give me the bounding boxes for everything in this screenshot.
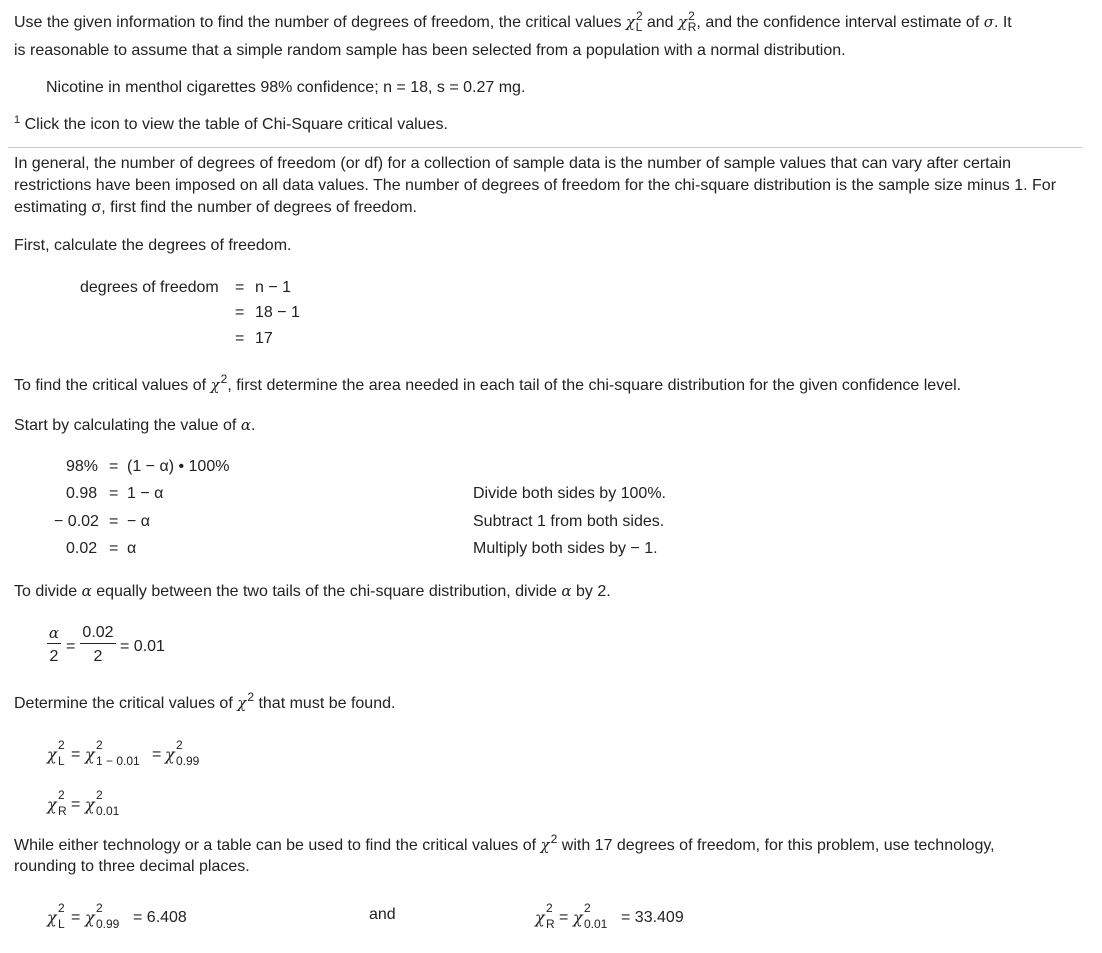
df-step-1: n − 1	[255, 279, 292, 296]
math-glyph	[85, 785, 120, 821]
math-glyph: R	[546, 917, 555, 931]
footnote-link[interactable]: Click the icon to view the table of Chi-Square critical values.	[24, 116, 448, 133]
frac-num-alpha: α	[48, 624, 60, 642]
math-glyph: 2	[96, 788, 103, 802]
df-step-2: 18 − 1	[255, 304, 300, 321]
alpha-row-lhs: 0.98	[66, 485, 98, 502]
df-step-3: 17	[255, 330, 273, 347]
math-glyph	[85, 735, 140, 771]
footnote-mark: 1	[14, 114, 21, 126]
math-glyph	[47, 785, 67, 821]
alpha-row-note: Divide both sides by 100%.	[473, 485, 666, 502]
math-glyph: χ	[85, 795, 95, 814]
alpha-row-rhs: − α	[127, 513, 151, 530]
technology-text-line-1: While either technology or a table can be used to find the critical values of $\chi^2$ with 17 degrees of freedom, for this problem, use technology,	[14, 832, 995, 854]
frac-den: 2	[93, 648, 103, 665]
math-glyph	[47, 898, 63, 934]
math-glyph: χ	[85, 908, 95, 927]
fraction-line	[47, 643, 61, 644]
math-glyph: χ	[535, 908, 545, 927]
alpha-row-lhs: − 0.02	[54, 513, 99, 530]
alpha-row-lhs: 98%	[66, 458, 99, 475]
math-glyph: χ	[165, 745, 175, 764]
alpha-row-lhs: 0.02	[66, 540, 98, 557]
math-glyph: 1 − 0.01	[96, 754, 140, 768]
math-glyph: L	[58, 754, 65, 768]
math-glyph: L	[58, 917, 65, 931]
math-glyph: 2	[176, 738, 183, 752]
math-glyph: 2	[58, 788, 65, 802]
math-glyph: 2	[58, 738, 65, 752]
math-glyph: χ	[85, 745, 95, 764]
technology-text-line-2: rounding to three decimal places.	[14, 858, 250, 875]
alpha-heading: Start by calculating the value of α.	[14, 416, 256, 434]
math-glyph: R	[58, 804, 67, 818]
math-glyph: 2	[546, 901, 553, 915]
math-glyph	[85, 898, 120, 934]
critical-values-intro: To find the critical values of $\chi^2$, first determine the area needed in each tail of the chi-square distribution for the given confidence level.	[14, 372, 962, 394]
math-glyph: 0.99	[96, 917, 120, 931]
given-info: Nicotine in menthol cigarettes 98% confidence; n = 18, s = 0.27 mg.	[46, 79, 526, 96]
math-glyph: χ	[573, 908, 583, 927]
chi-symbol: χ	[625, 13, 635, 31]
determine-text: Determine the critical values of $\chi^2$ that must be found.	[14, 690, 396, 712]
frac-num-value: 0.02	[82, 624, 114, 641]
alpha-row-rhs: (1 − α) • 100%	[127, 458, 230, 475]
df-label: degrees of freedom	[80, 279, 219, 296]
math-glyph: 2	[584, 901, 591, 915]
math-glyph	[47, 735, 63, 771]
math-glyph: 0.01	[96, 804, 120, 818]
math-glyph	[535, 898, 555, 934]
math-glyph: χ	[47, 908, 57, 927]
calc-df-heading: First, calculate the degrees of freedom.	[14, 237, 292, 254]
divide-alpha-text: To divide α equally between the two tails of the chi-square distribution, divide α by 2.	[14, 582, 611, 600]
math-glyph: 2	[58, 901, 65, 915]
alpha-row-rhs: α	[127, 540, 137, 557]
math-glyph: 0.01	[584, 917, 608, 931]
question-line-1: Use the given information to find the number of degrees of freedom, the critical values $\chi^2_L$ and $\chi^2_R$, and the confidence interval estimate of σ. It	[14, 9, 1012, 34]
math-glyph: 2	[96, 738, 103, 752]
fraction-line	[80, 643, 116, 644]
math-glyph: 0.99	[176, 754, 200, 768]
alpha-row-note: Subtract 1 from both sides.	[473, 513, 665, 530]
math-glyph	[165, 735, 200, 771]
math-glyph: χ	[47, 795, 57, 814]
math-glyph: χ	[47, 745, 57, 764]
frac-result: = 0.01	[120, 638, 165, 655]
solution-intro: In general, the number of degrees of freedom (or df) for a collection of sample data is the number of sample values that can vary after certain restrictions have been imposed on all data values. The number of degrees of freedom for the chi-square distribution is the sample size minus 1. For estimating σ, first find the number of degrees of freedom.	[14, 155, 1057, 216]
frac-den: 2	[49, 648, 59, 665]
math-glyph: 2	[96, 901, 103, 915]
math-glyph	[573, 898, 608, 934]
alpha-row-rhs: 1 − α	[127, 485, 164, 502]
alpha-row-note: Multiply both sides by − 1.	[473, 540, 658, 557]
and-word: and	[369, 906, 396, 923]
divider	[8, 147, 1082, 148]
question-line-2: is reasonable to assume that a simple random sample has been selected from a population with a normal distribution.	[14, 42, 846, 59]
footnote[interactable]	[14, 115, 448, 136]
